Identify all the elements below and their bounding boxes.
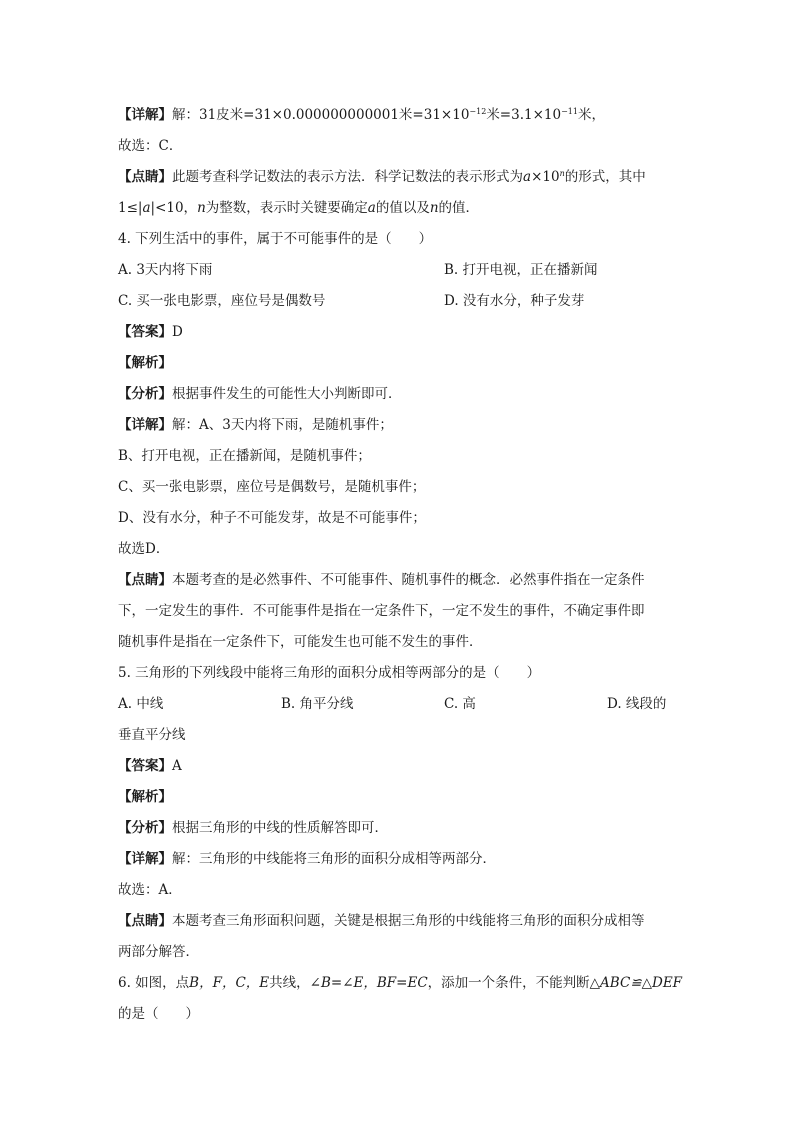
text-seg: 的值． [438, 200, 480, 216]
detail-text: 解：三角形的中线能将三角形的面积分成相等两部分． [172, 851, 496, 867]
detail-text: 解：A、3天内将下雨，是随机事件； [172, 417, 393, 433]
question-4-options-row-2 [118, 286, 674, 317]
comment-continued-line: 两部分解答． [118, 944, 199, 960]
detail-text-c: 米， [577, 107, 605, 123]
congruence-statement: ABC≌△DEF [600, 975, 683, 991]
comment-text: 本题考查的是必然事件、不可能事件、随机事件的概念．必然事件指在一定条件 [172, 572, 645, 588]
answer-line [118, 317, 674, 348]
comment-tag: 【点睛】 [118, 169, 172, 185]
text-seg: 1≤| [118, 200, 143, 216]
exponent-1: −12 [469, 107, 487, 116]
comment-text: 本题考查三角形面积问题，关键是根据三角形的中线能将三角形的面积分成相等 [172, 913, 645, 929]
option-a: A. 3天内将下雨 [118, 262, 213, 278]
text-seg: 的值以及 [375, 200, 430, 216]
variable-a: a [367, 200, 376, 216]
answer-tag: 【答案】 [118, 324, 172, 340]
detail-line [118, 410, 674, 441]
option-d-continued: 垂直平分线 [118, 727, 186, 743]
analysis-heading [118, 348, 674, 379]
question-4-stem: 4. 下列生活中的事件，属于不可能事件的是（ ） [118, 231, 433, 247]
comment-text-b: ×10 [531, 169, 560, 185]
comment-continued-line: 下，一定发生的事件．不可能事件是指在一定条件下，一定不发生的事件，不确定事件即 [118, 603, 645, 619]
option-b: B. 打开电视，正在播新闻 [444, 262, 598, 278]
comment-tag: 【点睛】 [118, 913, 172, 929]
analysis-line [118, 813, 674, 844]
analysis-tag: 【解析】 [118, 789, 172, 805]
exponent-n: n [559, 169, 565, 178]
question-6-stem [118, 968, 683, 999]
option-b: B. 角平分线 [281, 696, 354, 712]
comment-line [118, 162, 674, 193]
analysis-sub-tag: 【分析】 [118, 820, 172, 836]
choice-line: 故选：A． [118, 882, 182, 898]
option-c: C. 高 [444, 696, 476, 712]
option-d: D. 没有水分，种子发芽 [444, 293, 585, 309]
choice-line: 故选D． [118, 541, 170, 557]
text-seg: 共线， [269, 975, 310, 991]
analysis-text: 根据事件发生的可能性大小判断即可． [172, 386, 402, 402]
detail-line [118, 844, 674, 875]
text-seg: 6. 如图，点 [118, 975, 190, 991]
variable-n: n [429, 200, 439, 216]
answer-value: A [172, 758, 182, 774]
question-4-options-row-1 [118, 255, 674, 286]
comment-continued-line [118, 193, 674, 224]
comment-text-c: 的形式，其中 [564, 169, 646, 185]
solution-detail-line [118, 100, 674, 131]
variable-a: a [142, 200, 151, 216]
given-conditions: ∠B=∠E，BF=EC [309, 975, 428, 991]
document-page [118, 100, 683, 1030]
detail-line-d: D、没有水分，种子不可能发芽，故是不可能事件； [118, 510, 426, 526]
choice-line: 故选：C． [118, 138, 183, 154]
detail-text-a: 解：31皮米=31×0.000000000001米=31×10 [172, 107, 470, 123]
points-label: B，F，C，E [189, 975, 270, 991]
answer-line [118, 751, 674, 782]
analysis-text: 根据三角形的中线的性质解答即可． [172, 820, 388, 836]
text-seg: 为整数，表示时关键要确定 [205, 200, 368, 216]
analysis-heading [118, 782, 674, 813]
comment-line [118, 565, 674, 596]
detail-tag: 【详解】 [118, 417, 172, 433]
question-5-options [118, 689, 674, 720]
analysis-tag: 【解析】 [118, 355, 172, 371]
detail-line-b: B、打开电视，正在播新闻，是随机事件； [118, 448, 371, 464]
question-6-stem-continued: 的是（ ） [118, 1006, 199, 1022]
answer-tag: 【答案】 [118, 758, 172, 774]
detail-tag: 【详解】 [118, 851, 172, 867]
option-a: A. 中线 [118, 696, 164, 712]
detail-line-c: C、买一张电影票，座位号是偶数号，是随机事件； [118, 479, 426, 495]
text-seg: |<10， [150, 200, 198, 216]
comment-tag: 【点睛】 [118, 572, 172, 588]
question-5-stem: 5. 三角形的下列线段中能将三角形的面积分成相等两部分的是（ ） [118, 665, 541, 681]
text-seg: ，添加一个条件，不能判断△ [427, 975, 601, 991]
answer-value: D [172, 324, 183, 340]
comment-continued-line: 随机事件是指在一定条件下，可能发生也可能不发生的事件． [118, 634, 483, 650]
comment-line [118, 906, 674, 937]
detail-text-b: 米=3.1×10 [486, 107, 562, 123]
option-c: C. 买一张电影票，座位号是偶数号 [118, 293, 326, 309]
variable-a: a [523, 169, 532, 185]
detail-tag: 【详解】 [118, 107, 172, 123]
analysis-sub-tag: 【分析】 [118, 386, 172, 402]
exponent-2: −11 [561, 107, 578, 116]
option-d: D. 线段的 [607, 696, 667, 712]
analysis-line [118, 379, 674, 410]
variable-n: n [197, 200, 206, 216]
comment-text-a: 此题考查科学记数法的表示方法．科学记数法的表示形式为 [172, 169, 523, 185]
